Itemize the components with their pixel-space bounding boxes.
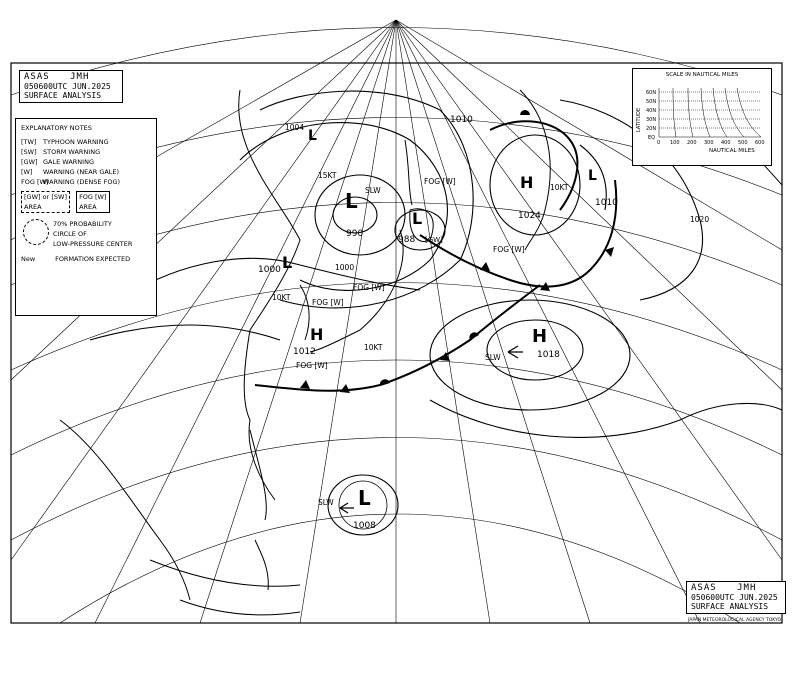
scale-y-tick: EQ bbox=[648, 135, 656, 141]
distance-scale bbox=[632, 68, 772, 166]
legend-text: STORM WARNING bbox=[43, 148, 101, 156]
low-center-letter: L bbox=[308, 128, 317, 144]
legend-row bbox=[21, 147, 151, 157]
legend-row bbox=[21, 157, 151, 167]
legend-area-gw: [GW] bbox=[24, 193, 41, 201]
scale-grid bbox=[659, 88, 761, 137]
scale-x-tick: 300 bbox=[704, 140, 714, 146]
header-product: SURFACE ANALYSIS bbox=[691, 602, 769, 611]
legend-area-or: or bbox=[42, 193, 50, 201]
speed-label: 10KT bbox=[550, 183, 569, 192]
scale-y-tick: 40N bbox=[646, 108, 657, 114]
isobar-label: 1020 bbox=[690, 215, 710, 224]
header-agency-row bbox=[24, 73, 118, 82]
legend-area-sw: [SW] bbox=[51, 193, 67, 201]
scale-y-tick: 60N bbox=[646, 90, 657, 96]
scale-x-tick: 400 bbox=[721, 140, 731, 146]
pressure-value: 1010 bbox=[595, 198, 618, 208]
header-product: SURFACE ANALYSIS bbox=[24, 91, 102, 100]
header-datetime: 050600UTC JUN.2025 bbox=[691, 593, 778, 602]
pressure-value: 1024 bbox=[518, 211, 541, 221]
pressure-value: 988 bbox=[398, 235, 416, 245]
legend-probability-line: CIRCLE OF bbox=[53, 230, 87, 238]
explanatory-notes bbox=[15, 118, 157, 316]
legend-new-row bbox=[21, 254, 151, 264]
header-agency: ASAS bbox=[691, 583, 717, 593]
scale-graph bbox=[633, 80, 769, 160]
scale-x-tick: 600 bbox=[755, 140, 765, 146]
fog-area-symbol bbox=[76, 191, 109, 213]
legend-row bbox=[21, 177, 151, 187]
legend-text: WARNING (NEAR GALE) bbox=[43, 168, 120, 176]
probability-circle-symbol bbox=[23, 219, 49, 245]
pressure-value: 1018 bbox=[537, 350, 560, 360]
pressure-value: 1012 bbox=[293, 347, 316, 357]
scale-y-tick: 20N bbox=[646, 126, 657, 132]
pressure-value: 1000 bbox=[258, 265, 281, 275]
high-center-letter: H bbox=[520, 173, 534, 192]
legend-text: WARNING (DENSE FOG) bbox=[43, 178, 121, 186]
scale-x-tick: 200 bbox=[687, 140, 697, 146]
slw-label: SLW bbox=[365, 186, 381, 195]
legend-area-row bbox=[21, 191, 151, 213]
scale-x-tick: 100 bbox=[670, 140, 680, 146]
header-agency: ASAS bbox=[24, 72, 50, 82]
legend-fog-area: FOG [W] bbox=[79, 193, 107, 201]
low-center-letter: L bbox=[358, 486, 371, 510]
pressure-value: 990 bbox=[346, 229, 364, 239]
speed-label: 10KT bbox=[364, 343, 383, 352]
legend-fog-area-label: AREA bbox=[79, 203, 97, 211]
legend-new-label: New bbox=[21, 255, 36, 263]
legend-row bbox=[21, 137, 151, 147]
scale-title: SCALE IN NAUTICAL MILES bbox=[665, 72, 739, 78]
legend-probability-line: LOW-PRESSURE CENTER bbox=[53, 240, 133, 248]
scale-y-ticks bbox=[646, 90, 656, 141]
legend-probability-row bbox=[21, 219, 151, 249]
header-center: JMH bbox=[737, 583, 757, 593]
header-agency-row bbox=[691, 584, 781, 593]
agency-credit: JAPAN METEOROLOGICAL AGENCY TOKYO bbox=[688, 618, 782, 623]
legend-probability-line: 70% PROBABILITY bbox=[53, 220, 112, 228]
low-center-letter: L bbox=[588, 168, 597, 184]
fog-warning-label: FOG [W] bbox=[312, 298, 344, 307]
speed-label: 10KT bbox=[272, 293, 291, 302]
warning-tag: [GW] bbox=[425, 236, 443, 244]
chart-header-top bbox=[19, 70, 123, 103]
scale-x-axis-label: NAUTICAL MILES bbox=[709, 148, 755, 154]
legend-area-label: AREA bbox=[24, 203, 42, 211]
slw-label: SLW bbox=[318, 498, 334, 507]
legend-text: TYPHOON WARNING bbox=[43, 138, 109, 146]
low-center-letter: L bbox=[282, 253, 293, 272]
isobar-label: 1000 bbox=[335, 263, 355, 272]
scale-x-tick: 0 bbox=[657, 140, 661, 146]
high-center-letter: H bbox=[532, 326, 548, 347]
fog-warning-label: FOG [W] bbox=[296, 361, 328, 370]
slw-label: SLW bbox=[485, 353, 501, 362]
header-datetime: 050600UTC JUN.2025 bbox=[24, 82, 111, 91]
legend-new-text: FORMATION EXPECTED bbox=[55, 255, 131, 263]
isobar-label: 1004 bbox=[285, 123, 305, 132]
scale-y-tick: 50N bbox=[646, 99, 657, 105]
gale-area-symbol bbox=[21, 191, 70, 213]
pressure-value: 1008 bbox=[353, 521, 376, 531]
scale-x-ticks bbox=[657, 140, 765, 146]
speed-label: 15KT bbox=[318, 171, 337, 180]
header-center: JMH bbox=[70, 72, 90, 82]
low-center-letter: L bbox=[412, 209, 423, 228]
low-center-letter: L bbox=[345, 189, 358, 213]
chart-header-bottom bbox=[686, 581, 786, 614]
legend-code: [TW] bbox=[21, 138, 37, 146]
pressure-value: 1010 bbox=[450, 115, 473, 125]
scale-y-axis-label: LATITUDE bbox=[636, 107, 642, 132]
scale-y-tick: 30N bbox=[646, 117, 657, 123]
fog-warning-label: FOG [W] bbox=[353, 283, 385, 292]
legend-title: EXPLANATORY NOTES bbox=[21, 124, 92, 132]
legend-code: FOG [W] bbox=[21, 178, 49, 186]
legend-row bbox=[21, 167, 151, 177]
legend-code: [GW] bbox=[21, 158, 38, 166]
legend-code: [W] bbox=[21, 168, 33, 176]
legend-text: GALE WARNING bbox=[43, 158, 94, 166]
legend-code: [SW] bbox=[21, 148, 37, 156]
scale-x-tick: 500 bbox=[738, 140, 748, 146]
fog-warning-label: FOG [W] bbox=[424, 177, 456, 186]
high-center-letter: H bbox=[310, 325, 324, 344]
fog-warning-label: FOG [W] bbox=[493, 245, 525, 254]
